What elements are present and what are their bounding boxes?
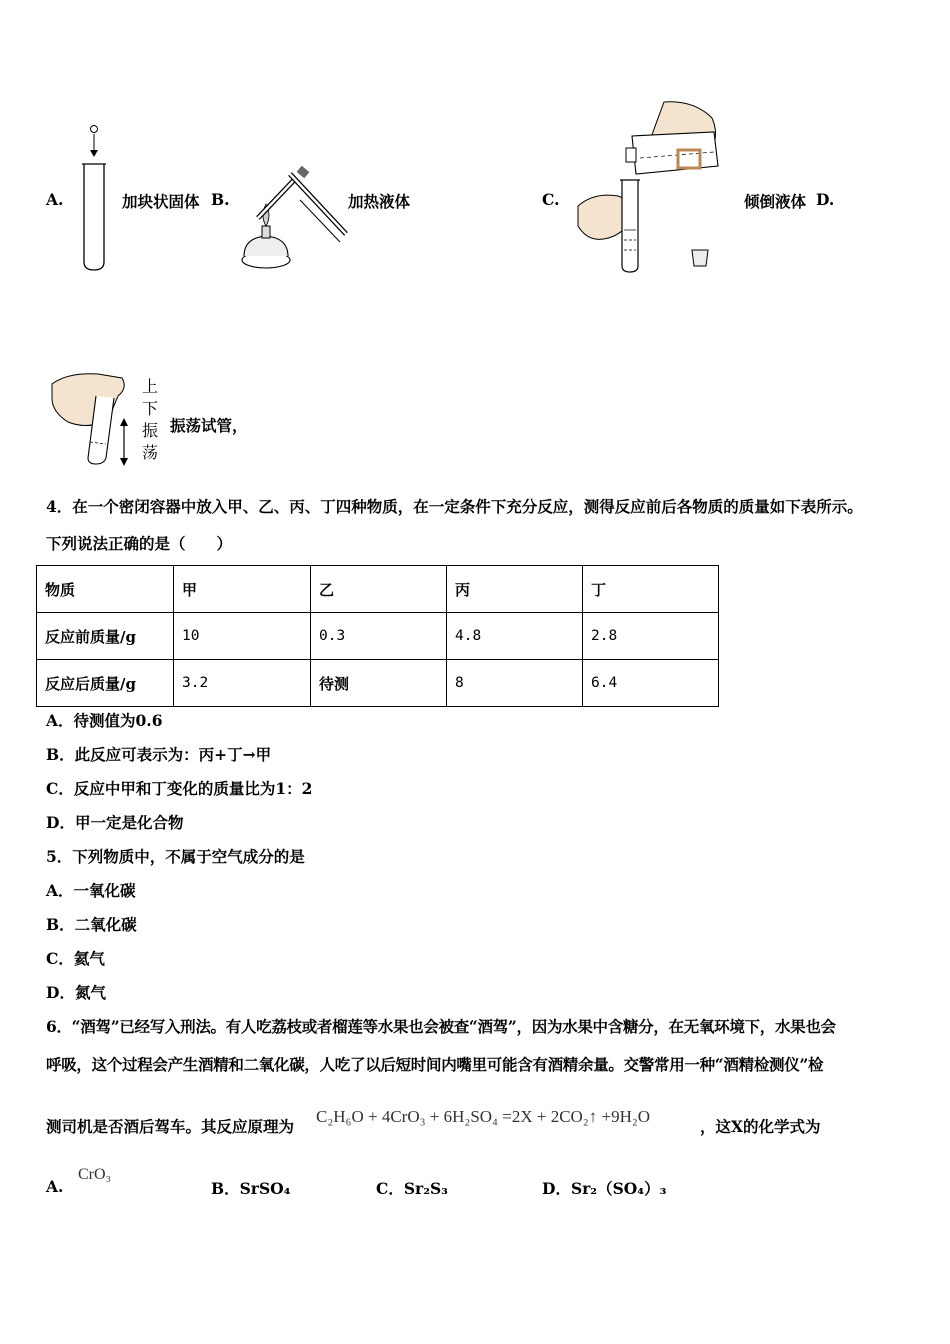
shake-vertical-label [140, 376, 160, 464]
table-cell: 甲 [174, 566, 311, 613]
q4-option-d: D．甲一定是化合物 [46, 813, 184, 832]
table-cell: 6.4 [583, 660, 719, 707]
q4-option-a: A．待测值为0.6 [46, 711, 163, 730]
q6-option-b: B．SrSO₄ [211, 1179, 291, 1198]
q5-option-d: D．氮气 [46, 983, 106, 1002]
q4-stem-line2: 下列说法正确的是（ ） [46, 534, 233, 553]
table-row [37, 660, 719, 707]
q3-option-b-text: 加热液体 [348, 192, 411, 211]
q6-stem-line2: 呼吸，这个过程会产生酒精和二氧化碳，人吃了以后短时间内嘴里可能含有酒精余量。交警常用一种“酒精检测仪”检 [46, 1055, 824, 1074]
q3-option-c-label: C. [542, 190, 560, 209]
pouring-liquid-illustration [574, 96, 734, 274]
table-cell: 4.8 [447, 613, 583, 660]
table-cell: 3.2 [174, 660, 311, 707]
q4-option-b: B．此反应可表示为：丙+丁→甲 [46, 745, 272, 764]
q4-stem-line1: 4．在一个密闭容器中放入甲、乙、丙、丁四种物质，在一定条件下充分反应，测得反应前后各物质的质量如下表所示。 [46, 497, 863, 516]
shaking-test-tube-illustration [48, 370, 138, 466]
q6-stem-line3-post: ，这X的化学式为 [700, 1117, 821, 1136]
table-row [37, 613, 719, 660]
q4-option-c: C．反应中甲和丁变化的质量比为1：2 [46, 779, 313, 798]
table-header-row [37, 566, 719, 613]
q3-option-d-text: 振荡试管， [170, 416, 248, 435]
q3-option-a-text: 加块状固体 [122, 192, 200, 211]
q6-option-d: D．Sr₂（SO₄）₃ [542, 1179, 667, 1198]
q4-mass-table [36, 565, 719, 707]
table-cell: 8 [447, 660, 583, 707]
q6-option-a-formula: CrO₃ [78, 1166, 112, 1183]
table-cell: 待测 [311, 660, 447, 707]
q5-option-c: C．氦气 [46, 949, 105, 968]
shake-char: 荡 [141, 443, 158, 462]
table-cell: 丙 [447, 566, 583, 613]
shake-char: 上 [141, 377, 158, 396]
q6-option-c: C．Sr₂S₃ [376, 1179, 448, 1198]
shake-char: 下 [141, 399, 158, 418]
table-cell: 乙 [311, 566, 447, 613]
q3-option-a-label: A. [46, 190, 64, 209]
table-cell: 反应后质量/g [37, 660, 174, 707]
table-cell: 2.8 [583, 613, 719, 660]
q3-option-d-label: D. [816, 190, 835, 209]
test-tube-solid-illustration [74, 122, 114, 274]
table-cell: 丁 [583, 566, 719, 613]
table-cell: 反应前质量/g [37, 613, 174, 660]
table-cell: 物质 [37, 566, 174, 613]
table-cell: 0.3 [311, 613, 447, 660]
q5-option-a: A．一氧化碳 [46, 881, 136, 900]
q5-option-b: B．二氧化碳 [46, 915, 137, 934]
table-cell: 10 [174, 613, 311, 660]
q6-reaction-equation: C₂H₆O + 4CrO₃ + 6H₂SO₄ =2X + 2CO₂↑ +9H₂O [316, 1107, 651, 1126]
q5-stem: 5．下列物质中，不属于空气成分的是 [46, 847, 305, 866]
shake-char: 振 [141, 421, 158, 440]
q3-option-c-text: 倾倒液体 [744, 192, 807, 211]
alcohol-lamp-heating-illustration [238, 160, 350, 272]
q6-option-a-label: A. [46, 1177, 64, 1196]
q6-stem-line3-pre: 测司机是否酒后驾车。其反应原理为 [46, 1117, 295, 1136]
q3-option-b-label: B. [211, 190, 230, 209]
q6-stem-line1: 6．“酒驾”已经写入刑法。有人吃荔枝或者榴莲等水果也会被查“酒驾”，因为水果中含糖分，在无氧环境下，水果也会 [46, 1017, 836, 1036]
